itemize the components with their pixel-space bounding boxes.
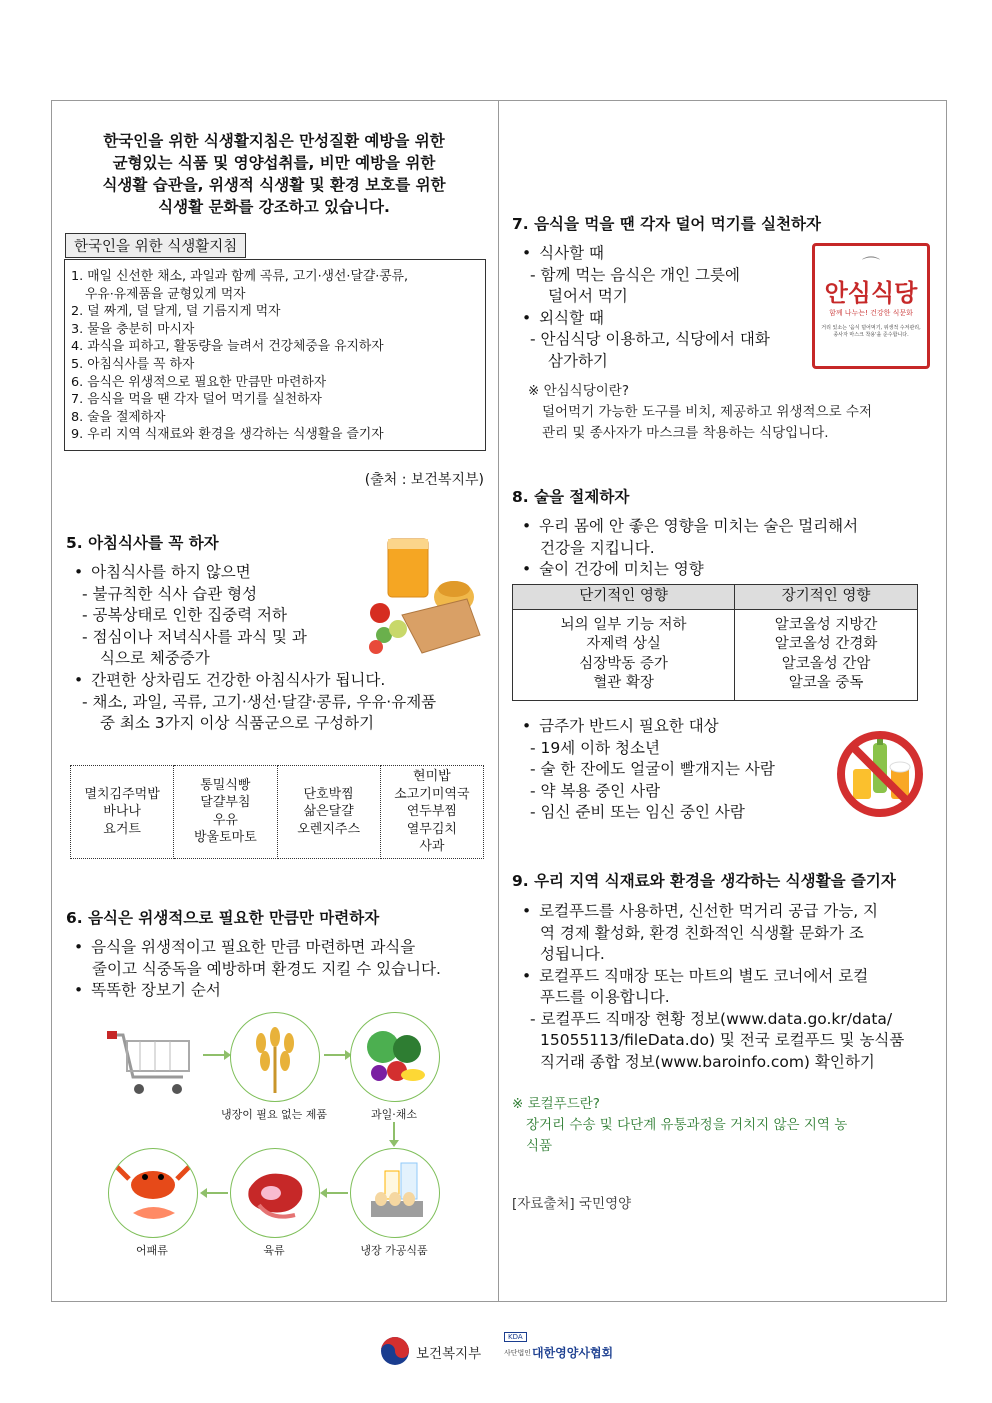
meat-icon [230, 1148, 320, 1238]
flow-label: 냉장이 필요 없는 제품 [220, 1108, 328, 1121]
guidelines-source: (출처 : 보건복지부) [364, 472, 484, 488]
table-header: 장기적인 영향 [735, 585, 918, 610]
section8-title: 8. 술을 절제하자 [512, 488, 630, 506]
badge-note: 종사자 마스크 착용'을 준수합니다. [833, 332, 909, 338]
bullet: • 똑똑한 장보기 순서 [64, 980, 484, 1002]
section8-body2 [512, 716, 832, 824]
ministry-logo-icon [380, 1336, 410, 1366]
bullet: • 음식을 위생적이고 필요한 만큼 마련하면 과식을 [64, 937, 484, 959]
guidelines-title: 한국인을 위한 식생활지침 [65, 233, 246, 258]
badge-note: 거리 있소는 '음식 덜어먹기, 위생적 수저관리, [821, 325, 921, 331]
intro-text [64, 130, 484, 218]
bullet: • 로컬푸드 직매장 또는 마트의 별도 코너에서 로컬 [512, 966, 932, 988]
section7-title: 7. 음식을 먹을 땐 각자 덜어 먹기를 실천하자 [512, 215, 821, 233]
dash-item-cont: 식으로 체중증가 [100, 649, 210, 667]
reference-source: [자료출처] 국민영양 [512, 1196, 632, 1212]
section9-body [512, 901, 932, 1073]
dash-item: - 불규칙한 식사 습관 형성 [64, 584, 364, 606]
section7-body [512, 243, 802, 372]
section6-body [64, 937, 484, 1002]
flow-arrow [203, 1054, 229, 1056]
bullet: • 아침식사를 하지 않으면 [64, 562, 364, 584]
section5-body [64, 562, 364, 670]
food-cell: 통밀식빵 달걀부침 우유 방울토마토 [174, 766, 277, 859]
note-body: 관리 및 종사자가 마스크를 착용하는 식당입니다. [542, 425, 829, 441]
food-cell: 현미밥 소고기미역국 연두부찜 열무김치 사과 [380, 766, 483, 859]
dash-item: - 19세 이하 청소년 [512, 738, 832, 760]
section7-note [528, 381, 938, 444]
flow-arrow [324, 1054, 350, 1056]
dash-item: - 로컬푸드 직매장 현황 정보(www.data.go.kr/data/ [512, 1009, 932, 1031]
food-cell: 멸치김주먹밥 바나나 요거트 [71, 766, 174, 859]
bullet: • 우리 몸에 안 좋은 영향을 미치는 술은 멀리해서 [512, 516, 932, 538]
dash-item: - 채소, 과일, 곡류, 고기·생선·달걀·콩류, 우유·유제품 [64, 692, 484, 714]
guideline-item: 1. 매일 신선한 채소, 과일과 함께 곡류, 고기·생선·달걀·콩류, [71, 269, 409, 284]
section5-body2 [64, 670, 484, 735]
bowl-icon: ⌒ [862, 256, 880, 277]
guideline-item: 6. 음식은 위생적으로 필요한 만큼만 마련하자 [71, 374, 327, 390]
note-body: 장거리 수송 및 다단계 유통과정을 거치지 않은 지역 농 [526, 1117, 848, 1133]
guideline-item: 4. 과식을 피하고, 활동량을 늘려서 건강체중을 유지하자 [71, 339, 384, 355]
guideline-item: 7. 음식을 먹을 땐 각자 덜어 먹기를 실천하자 [71, 392, 322, 408]
breakfast-illustration [362, 535, 482, 660]
food-cell: 단호박찜 삶은달걀 오렌지주스 [277, 766, 380, 859]
section9-note [512, 1094, 932, 1157]
bullet-cont: 건강을 지킵니다. [540, 538, 655, 557]
dash-item: - 약 복용 중인 사람 [512, 781, 832, 803]
section6-title: 6. 음식은 위생적으로 필요한 만큼만 마련하자 [66, 909, 380, 927]
dash-item: - 임신 준비 또는 임신 중인 사람 [512, 802, 832, 824]
intro-line: 식생활 문화를 강조하고 있습니다. [158, 198, 390, 216]
flow-label: 과일·채소 [370, 1108, 417, 1121]
intro-line: 한국인을 위한 식생활지침은 만성질환 예방을 위한 [103, 132, 445, 150]
dash-item-cont: 15055113/fileData.do) 및 전국 로컬푸드 및 농식품 [540, 1031, 905, 1049]
bullet: • 로컬푸드를 사용하면, 신선한 먹거리 공급 가능, 지 [512, 901, 932, 923]
flow-label: 육류 [263, 1244, 285, 1257]
note-body: 식품 [526, 1138, 553, 1154]
flow-label: 어패류 [136, 1244, 168, 1257]
badge-title: 안심식당 [824, 279, 918, 307]
intro-line: 식생활 습관을, 위생적 식생활 및 환경 보호를 위한 [102, 176, 446, 194]
column-divider [498, 100, 499, 1301]
safe-restaurant-badge [812, 243, 930, 369]
guideline-item: 2. 덜 짜게, 덜 달게, 덜 기름지게 먹자 [71, 304, 281, 320]
bullet: • 금주가 반드시 필요한 대상 [512, 716, 832, 738]
short-term-cell: 뇌의 일부 기능 저하 자제력 상실 심장박동 증가 혈관 확장 [513, 609, 735, 700]
flow-arrow-down [393, 1122, 395, 1142]
dash-item: - 술 한 잔에도 얼굴이 빨개지는 사람 [512, 759, 832, 781]
guideline-item: 5. 아침식사를 꼭 하자 [71, 356, 195, 372]
intro-line: 균형있는 식품 및 영양섭취를, 비만 예방을 위한 [112, 154, 436, 172]
dairy-icon [350, 1148, 440, 1238]
guideline-item: 8. 술을 절제하자 [71, 409, 166, 425]
note-title: ※ 로컬푸드란? [512, 1096, 600, 1112]
guidelines-tag [65, 233, 246, 258]
grain-icon [230, 1012, 320, 1102]
shopping-order-diagram [100, 1010, 490, 1260]
note-body: 덜어먹기 가능한 도구를 비치, 제공하고 위생적으로 수저 [542, 404, 872, 420]
bullet-cont: 역 경제 활성화, 환경 친화적인 식생활 문화가 조 [540, 923, 864, 942]
table-header: 단기적인 영향 [513, 585, 735, 610]
kda-name: 대한영양사협회 [532, 1346, 614, 1360]
note-title: ※ 안심식당이란? [528, 383, 630, 399]
section5-title: 5. 아침식사를 꼭 하자 [66, 534, 219, 552]
flow-arrow [322, 1192, 348, 1194]
bullet-cont: 성됩니다. [540, 945, 605, 963]
vegetables-icon [350, 1012, 440, 1102]
cart-icon [105, 1025, 195, 1105]
dash-item-cont: 삼가하기 [548, 351, 608, 370]
bullet: • 간편한 상차림도 건강한 아침식사가 됩니다. [64, 670, 484, 692]
section9-title: 9. 우리 지역 식재료와 환경을 생각하는 식생활을 즐기자 [512, 872, 896, 890]
guideline-item: 우유·유제품을 균형있게 먹자 [85, 286, 246, 302]
guidelines-box [64, 259, 486, 451]
flow-label: 냉장 가공식품 [360, 1244, 428, 1257]
kda-prefix: 사단법인 [504, 1349, 532, 1357]
alcohol-effects-table [512, 584, 918, 701]
long-term-cell: 알코올성 지방간 알코올성 간경화 알코올성 간암 알코올 중독 [735, 609, 918, 700]
guideline-item: 3. 물을 충분히 마시자 [71, 321, 195, 337]
bullet: • 술이 건강에 미치는 영향 [512, 559, 932, 581]
bullet-cont: 푸드를 이용합니다. [540, 988, 670, 1006]
no-alcohol-icon [835, 729, 925, 819]
dash-item-cont: 중 최소 3가지 이상 식품군으로 구성하기 [100, 714, 375, 732]
dash-item: - 함께 먹는 음식은 개인 그릇에 [512, 265, 802, 287]
guideline-item: 9. 우리 지역 식재료와 환경을 생각하는 식생활을 즐기자 [71, 427, 384, 443]
section8-body [512, 516, 932, 581]
bullet: • 외식할 때 [512, 308, 802, 330]
dash-item: - 공복상태로 인한 집중력 저하 [64, 605, 364, 627]
seafood-icon [108, 1148, 198, 1238]
kda-logo-mark: KDA [504, 1332, 527, 1342]
flow-arrow [202, 1192, 228, 1194]
dash-item: - 점심이나 저녁식사를 과식 및 과 [64, 627, 364, 649]
ministry-name: 보건복지부 [416, 1346, 482, 1362]
dash-item: - 안심식당 이용하고, 식당에서 대화 [512, 329, 802, 351]
dash-item-cont: 덜어서 먹기 [548, 287, 628, 305]
breakfast-food-table [70, 765, 484, 859]
dash-item-cont: 직거래 종합 정보(www.baroinfo.com) 확인하기 [540, 1052, 875, 1071]
badge-subtitle: 함께 나누는! 건강한 식문화 [829, 309, 913, 317]
bullet-cont: 줄이고 식중독을 예방하며 환경도 지킬 수 있습니다. [92, 959, 441, 978]
bullet: • 식사할 때 [512, 243, 802, 265]
